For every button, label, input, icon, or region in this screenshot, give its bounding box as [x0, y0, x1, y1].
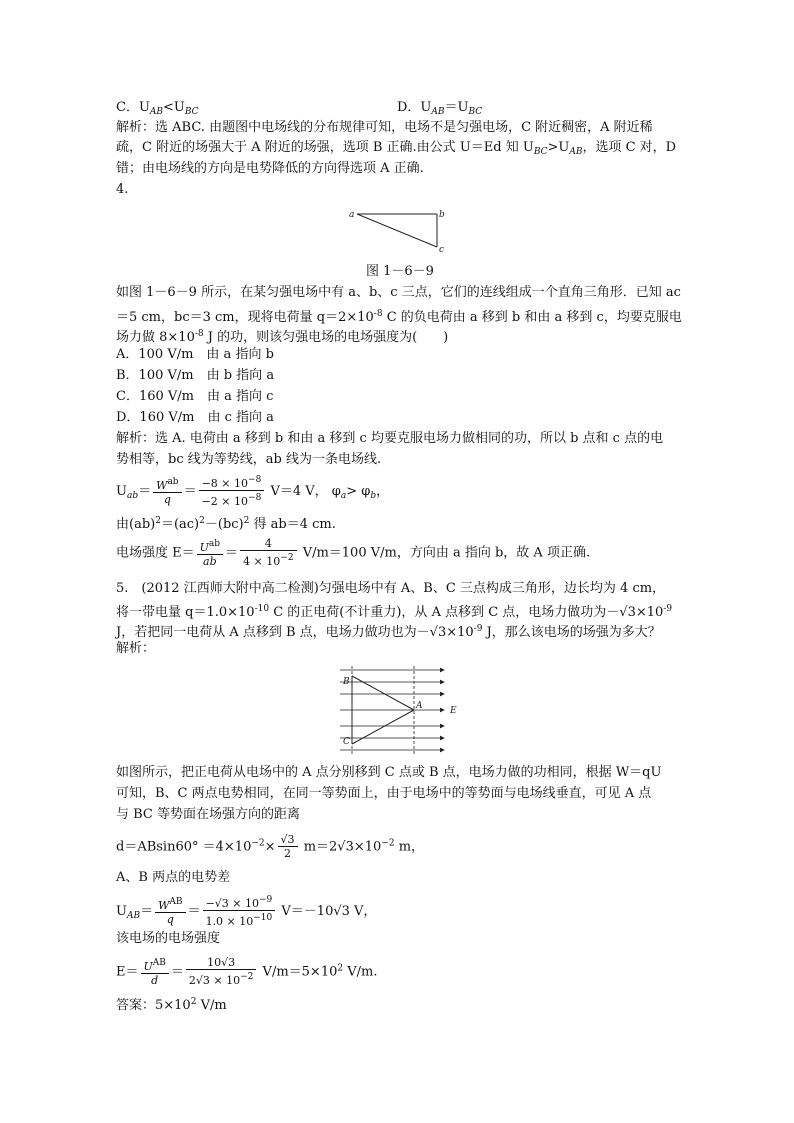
- q5-stem-line2: 将一带电量 $q=1.0\times 10^{-10}$ C 的正电荷(不计重力)，从 A 点移到 C 点，电场力做功为$-√3\times 10^{-9}$: [116, 604, 673, 620]
- q4-number: 4.: [116, 182, 129, 197]
- q4-analysis-line1: 解析：选 A. 电荷由 a 移到 b 和由 a 移到 c 均要克服电场力做相同的功，所以 b 点和 c 点的电: [116, 431, 664, 446]
- q5-fig-label-b: B: [343, 677, 350, 687]
- q4-analysis-line2: 势相等，bc 线为等势线，ab 线为一条电场线.: [116, 452, 382, 467]
- q4-equation-pythag: 由(ab)$^2$＝(ac)$^2$－(bc)$^2$ 得 ab＝4 cm.: [116, 516, 336, 532]
- q5-analysis-label: 解析：: [116, 641, 156, 656]
- q4-equation-field: 电场强度 E＝ $\frac{U^{ab}}{ab}$ ＝ $\frac{4}{4 \times 10^{-2}}$ V/m＝100 V/m，方向由 a 指向 b，故 A 项正确.: [116, 537, 591, 568]
- q5-equation-e: E＝ $\frac{U^{AB}}{d}$ ＝ $\frac{10√3}{2√3 \times 10^{-2}}$ $V/m=5\times 10^2$ V/m.: [116, 956, 378, 987]
- q4-equation-uab: $U_{ab}=$ $\frac{W^{ab}}{q}$ ＝ $\frac{-8 \times 10^{-8}}{-2 \times 10^{-8}}$ V＝4 V， $\varphi_a> \varphi_b$，: [116, 475, 390, 508]
- q5-stem-line3: J，若把同一电荷从 A 点移到 B 点，电场力做功也为$-√3\times 10^{-9}$ J，那么该电场的场强为多大？: [116, 624, 661, 640]
- q4-option-c: C．160 V/m 由 a 指向 c: [116, 389, 274, 404]
- q5-field-figure: [334, 664, 464, 756]
- q4-stem-line3: 场力做 $8\times 10^{-8}$ J 的功，则该匀强电场的电场强度为( ): [116, 329, 449, 345]
- q4-option-d: D．160 V/m 由 c 指向 a: [116, 410, 274, 425]
- q4-option-a: A．100 V/m 由 a 指向 b: [116, 347, 274, 362]
- q5-fig-label-c: C: [343, 737, 350, 747]
- q4-fig-label-b: b: [439, 210, 445, 220]
- q5-fig-label-e: E: [450, 706, 457, 716]
- q4-fig-label-c: c: [439, 245, 445, 255]
- q4-figure-caption: 图 1－6－9: [366, 264, 434, 279]
- q5-fig-label-a: A: [416, 701, 423, 711]
- q4-fig-label-a: a: [349, 210, 355, 220]
- q3-analysis-line2: 疏，C 附近的场强大于 A 附近的场强，选项 B 正确.由公式 U＝Ed 知 $U_{BC}>U_{AB}$，选项 C 对，D: [116, 140, 677, 157]
- q3-option-d: D．$U_{AB}=U_{BC}$: [397, 100, 483, 117]
- q3-analysis-line1: 解析：选 ABC. 由题图中电场线的分布规律可知，电场不是匀强电场，C 附近稠密，A 附近稀: [116, 120, 653, 135]
- q5-equation-d: $d=ABsin60^\circ =4\times 10^{-2}\times$ $\frac{√3}{2}$ $m=2√3\times 10^{-2}$ m，: [116, 833, 425, 860]
- q5-equation-uab: $U_{AB}=$ $\frac{W^{AB}}{q}$ ＝ $\frac{-√3 \times 10^{-9}}{1.0 \times 10^{-10}}$ V＝－10√3 V，: [116, 895, 377, 928]
- q5-stem-line1: 5. (2012 江西师大附中高二检测)匀强电场中有 A、B、C 三点构成三角形，边长均为 4 cm，: [116, 581, 666, 596]
- q5-e-label: 该电场的电场强度: [116, 931, 221, 946]
- q5-para-line1: 如图所示，把正电荷从电场中的 A 点分别移到 C 点或 B 点，电场力做的功相同，根据 W＝qU: [116, 765, 662, 780]
- q5-para-line2: 可知，B、C 两点电势相同，在同一等势面上，由于电场中的等势面与电场线垂直，可见 A 点: [116, 786, 652, 801]
- q4-stem-line2: ＝5 cm，bc＝3 cm，现将电荷量 $q=2\times 10^{-8}$ C 的负电荷由 a 移到 b 和由 a 移到 c，均要克服电: [116, 309, 682, 325]
- q4-stem-line1: 如图 1－6－9 所示，在某匀强电场中有 a、b、c 三点，它们的连线组成一个直角三角形．已知 ac: [116, 285, 681, 300]
- q5-answer: 答案：$5\times 10^2$ V/m: [116, 997, 227, 1013]
- q5-uab-label: A、B 两点的电势差: [116, 870, 231, 885]
- q4-triangle-figure: [345, 205, 455, 255]
- q3-analysis-line3: 错；由电场线的方向是电势降低的方向得选项 A 正确.: [116, 161, 424, 176]
- q5-para-line3: 与 BC 等势面在场强方向的距离: [116, 807, 301, 822]
- q4-option-b: B．100 V/m 由 b 指向 a: [116, 368, 275, 383]
- q3-option-c: C．$U_{AB}<U_{BC}$: [116, 100, 199, 117]
